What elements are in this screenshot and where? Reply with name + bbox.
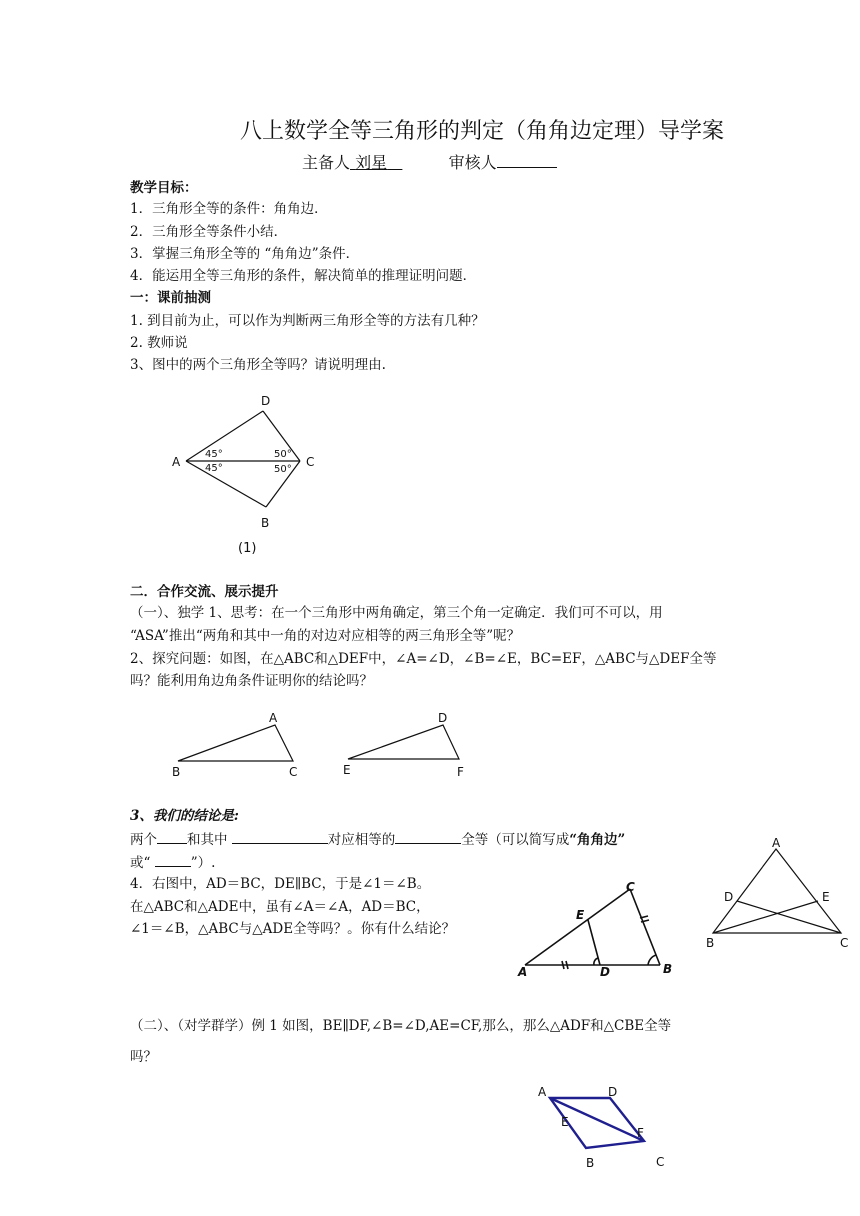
section2-heading: 二．合作交流、展示提升: [130, 584, 279, 600]
point-label-c: C: [656, 1155, 665, 1169]
reviewer-label: 审核人: [448, 153, 497, 172]
point-label-a: A: [269, 711, 278, 725]
point-label-c: C: [840, 936, 849, 950]
objective-item: 3．掌握三角形全等的 “角角边”条件．: [130, 246, 360, 262]
objectives-heading: 教学目标：: [130, 180, 198, 196]
point-label-d: D: [600, 965, 610, 978]
point-label-c: C: [289, 765, 298, 779]
point-label-e: E: [561, 1115, 569, 1129]
fill-blank[interactable]: [395, 829, 461, 844]
point-label-b: B: [172, 765, 181, 779]
point-label-e: E: [343, 763, 351, 777]
figure-caption: (1): [238, 541, 257, 556]
section2-p1: （一）、独学 1、思考：在一个三角形中两角确定，第三个角一定确定．我们可不可以，用: [130, 605, 663, 621]
preparer-label: 主备人: [302, 153, 351, 172]
point-label-d: D: [608, 1085, 618, 1099]
figure-kite: [160, 385, 330, 560]
figure-two-triangles: [165, 705, 485, 785]
fill-blank[interactable]: [232, 829, 328, 844]
fill-blank[interactable]: [155, 852, 191, 867]
group-line: （二）、（对学群学）例 1 如图，BE∥DF,∠B=∠D,AE=CF,那么，那么△ADF和△CBE全等: [130, 1018, 672, 1034]
section1-item: 2. 教师说: [130, 335, 188, 351]
point-label-a: A: [518, 965, 528, 978]
section1-item: 1. 到目前为止，可以作为判断两三角形全等的方法有几种？: [130, 313, 485, 329]
point-label-a: A: [538, 1085, 547, 1099]
point-label-a: A: [172, 455, 181, 469]
objective-item: 4．能运用全等三角形的条件，解决简单的推理证明问题．: [130, 268, 477, 284]
section1-heading: 一：课前抽测: [130, 290, 211, 306]
point-label-f: F: [637, 1126, 644, 1140]
point-label-d: D: [438, 711, 448, 725]
conclusion-line: 两个 和其中 对应相等的 全等（可以简写成“角角边”: [130, 829, 625, 850]
section2-p2: 吗？能利用角边角条件证明你的结论吗？: [130, 673, 373, 689]
point-label-d: D: [724, 890, 734, 904]
q4-line: 在△ABC和△ADE中，虽有∠A＝∠A，AD＝BC，: [130, 899, 430, 915]
point-label-a: A: [772, 836, 781, 850]
reviewer-blank: [497, 153, 557, 168]
angle-label: 45°: [205, 463, 223, 474]
author-line: [302, 150, 557, 173]
figure-q4-right: [700, 832, 860, 956]
section2-p2: 2、探究问题：如图，在△ABC和△DEF中，∠A=∠D，∠B=∠E，BC=EF，△ABC与△DEF全等: [130, 651, 717, 667]
point-label-b: B: [586, 1156, 595, 1170]
figure-parallelogram: [530, 1078, 680, 1178]
q4-line: ∠1＝∠B，△ABC与△ADE全等吗？。你有什么结论？: [130, 921, 456, 937]
preparer-name: 刘星: [355, 153, 388, 172]
angle-label: 50°: [274, 464, 292, 475]
fill-blank[interactable]: [157, 829, 187, 844]
point-label-b: B: [663, 962, 673, 976]
point-label-e: E: [576, 908, 585, 922]
angle-label: 50°: [274, 449, 292, 460]
section2-p1: “ASA”推出“两角和其中一角的对边对应相等的两三角形全等”呢？: [130, 628, 521, 644]
point-label-d: D: [261, 394, 271, 408]
q4-line: 4．右图中，AD＝BC，DE∥BC，于是∠1＝∠B。: [130, 876, 431, 892]
point-label-b: B: [261, 516, 270, 530]
point-label-b: B: [706, 936, 715, 950]
angle-label: 45°: [205, 449, 223, 460]
conclusion-heading: 3、我们的结论是:: [130, 808, 239, 824]
objective-item: 1．三角形全等的条件：角角边．: [130, 201, 328, 217]
point-label-f: F: [457, 765, 464, 779]
section1-item: 3、图中的两个三角形全等吗？请说明理由.: [130, 357, 386, 373]
objective-item: 2．三角形全等条件小结．: [130, 224, 288, 240]
figure-q4-middle: [512, 878, 682, 978]
page-title: 八上数学全等三角形的判定（角角边定理）导学案: [240, 119, 725, 144]
conclusion-line: 或“ ”）.: [130, 852, 215, 873]
point-label-c: C: [626, 880, 635, 894]
group-line: 吗？: [130, 1049, 157, 1065]
point-label-c: C: [306, 455, 315, 469]
point-label-e: E: [822, 890, 830, 904]
